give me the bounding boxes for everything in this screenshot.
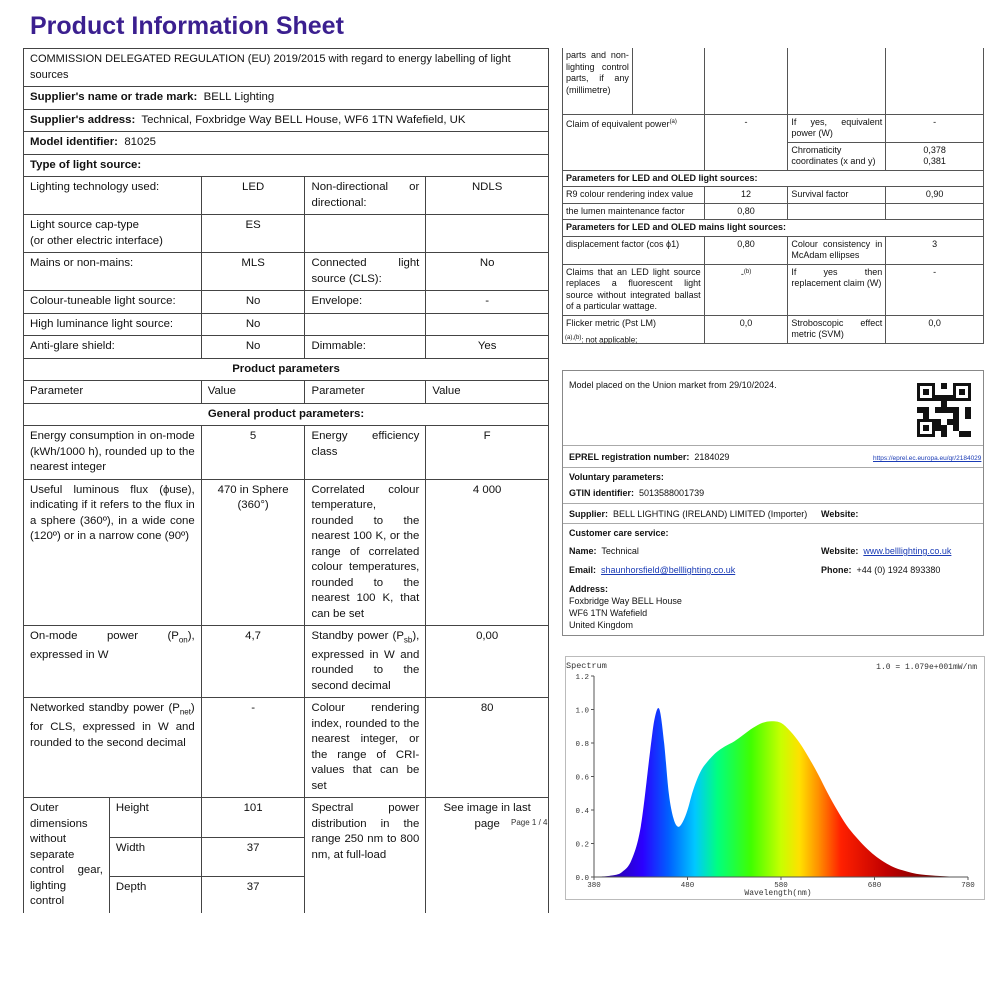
pnet-sub: net xyxy=(179,707,191,717)
eprel-link[interactable]: https://eprel.ec.europa.eu/qr/2184029 xyxy=(873,455,982,462)
supplier-name-label: Supplier's name or trade mark: xyxy=(30,91,198,103)
supplier-address-value: Technical, Foxbridge Way BELL House, WF6 1TN Wafefield, UK xyxy=(141,113,466,126)
equiv-claim-value: - xyxy=(704,114,788,170)
x-tick-label: 480 xyxy=(680,882,695,890)
gtin-label: GTIN identifier: xyxy=(569,488,634,498)
customer-care-heading: Customer care service: xyxy=(569,528,669,538)
led-params-table xyxy=(562,48,984,344)
hl-label: High luminance light source: xyxy=(24,313,202,336)
flux-value: 470 in Sphere (360°) xyxy=(201,479,305,626)
dimmable-label: Dimmable: xyxy=(305,336,426,359)
glare-value: No xyxy=(201,336,305,359)
page-number: Page 1 / 4 xyxy=(511,818,548,827)
cri-value: 80 xyxy=(426,698,549,798)
r9-label: R9 colour rendering index value xyxy=(563,187,705,204)
mains-value: MLS xyxy=(201,253,305,291)
chroma-x: 0,378 xyxy=(923,144,946,155)
divider-3 xyxy=(563,503,983,504)
strobo-value: 0,0 xyxy=(886,315,984,343)
tune-label: Colour-tuneable light source: xyxy=(24,291,202,314)
width-label: Width xyxy=(109,837,201,876)
pnet-value: - xyxy=(201,698,305,798)
x-axis-label: Wavelength(nm) xyxy=(744,889,812,898)
led-heading: Parameters for LED and OLED light sources: xyxy=(563,170,984,187)
y-tick-label: 1.2 xyxy=(575,674,589,682)
footnote-sup: (a),(b) xyxy=(565,335,582,341)
consistency-value: 3 xyxy=(886,236,984,264)
dimmable-value: Yes xyxy=(426,336,549,359)
psb-value: 0,00 xyxy=(426,626,549,698)
y-tick-label: 0.4 xyxy=(575,808,589,816)
cap-label-line2: (or other electric interface) xyxy=(30,234,163,247)
address-label: Address: xyxy=(569,584,609,594)
cap-empty-1 xyxy=(305,215,426,253)
pon-label-b: ), expressed in W xyxy=(30,630,195,661)
product-params-heading: Product parameters xyxy=(24,358,549,381)
care-website-row xyxy=(821,545,951,557)
col-header-value: Value xyxy=(201,381,305,404)
eprel-reg-value: 2184029 xyxy=(694,452,730,462)
col-header-value2: Value xyxy=(426,381,549,404)
model-value: 81025 xyxy=(124,136,156,148)
env-value: - xyxy=(426,291,549,314)
dir-label: Non-directional or directional: xyxy=(305,177,426,215)
y-tick-label: 0.2 xyxy=(575,841,589,850)
cap-empty-2 xyxy=(426,215,549,253)
strobo-label: Stroboscopic effect metric (SVM) xyxy=(788,315,886,343)
chroma-values xyxy=(886,142,984,170)
supplier-value: BELL LIGHTING (IRELAND) LIMITED (Importer) xyxy=(613,509,808,519)
psb-label xyxy=(305,626,426,698)
footnote-text: : not applicable; xyxy=(581,335,638,345)
tech-value: LED xyxy=(201,177,305,215)
voluntary-heading: Voluntary parameters: xyxy=(569,472,664,482)
hl-value: No xyxy=(201,313,305,336)
energy-value: 5 xyxy=(201,426,305,480)
care-phone-row xyxy=(821,564,940,576)
chart-scale-note: 1.0 = 1.079e+001mW/nm xyxy=(876,663,977,672)
pon-label xyxy=(24,626,202,698)
cap-label xyxy=(24,215,202,253)
cct-value: 4 000 xyxy=(426,479,549,626)
displacement-label: displacement factor (cos ϕ1) xyxy=(563,236,705,264)
y-tick-label: 0.8 xyxy=(575,741,589,749)
mains-led-heading: Parameters for LED and OLED mains light sources: xyxy=(563,220,984,237)
cap-value: ES xyxy=(201,215,305,253)
fluorescent-claim-dash: - xyxy=(740,268,744,279)
market-date: Model placed on the Union market from 29/10/2024. xyxy=(569,380,777,390)
spd-value: See image in last page xyxy=(426,798,549,913)
survival-label: Survival factor xyxy=(788,187,886,204)
cri-label: Colour rendering index, rounded to the nearest integer, or the range of CRI-values that can be set xyxy=(305,698,426,798)
gtin-value: 5013588001739 xyxy=(639,488,705,498)
supplier-address-row xyxy=(24,109,549,132)
psb-sub: sb xyxy=(403,635,413,645)
energy-label: Energy consumption in on-mode (kWh/1000 h), rounded up to the nearest integer xyxy=(24,426,202,480)
cap-label-line1: Light source cap-type xyxy=(30,219,139,231)
displacement-value: 0,80 xyxy=(704,236,788,264)
dir-value: NDLS xyxy=(426,177,549,215)
x-tick-label: 580 xyxy=(774,882,788,890)
tech-label: Lighting technology used: xyxy=(24,177,202,215)
env-label: Envelope: xyxy=(305,291,426,314)
equiv-claim-text: Claim of equivalent power xyxy=(566,118,670,129)
eclass-label: Energy efficiency class xyxy=(305,426,426,480)
cont-empty-4 xyxy=(886,48,984,114)
care-website-label: Website: xyxy=(821,546,859,556)
equiv-claim-label xyxy=(563,114,705,170)
glare-label: Anti-glare shield: xyxy=(24,336,202,359)
y-tick-label: 0.6 xyxy=(575,774,589,783)
eprel-box xyxy=(562,370,984,636)
page-title: Product Information Sheet xyxy=(30,12,344,40)
survival-value: 0,90 xyxy=(886,187,984,204)
regulation-text: COMMISSION DELEGATED REGULATION (EU) 2019/2015 with regard to energy labelling of light sources xyxy=(24,49,549,87)
lumen-empty-1 xyxy=(788,203,886,220)
hl-empty-1 xyxy=(305,313,426,336)
gtin-row xyxy=(569,487,977,499)
website-label: Website: xyxy=(821,509,859,519)
pon-value: 4,7 xyxy=(201,626,305,698)
supplier-label: Supplier: xyxy=(569,509,609,519)
general-heading: General product parameters: xyxy=(24,403,549,426)
tune-value: No xyxy=(201,291,305,314)
pon-label-a: On-mode power (P xyxy=(30,630,179,642)
supplier-name-row xyxy=(24,87,549,110)
address-line-3: United Kingdom xyxy=(569,620,634,630)
hl-empty-2 xyxy=(426,313,549,336)
chroma-y: 0,381 xyxy=(923,156,946,166)
product-info-table xyxy=(23,48,549,913)
equiv-power-label: If yes, equivalent power (W) xyxy=(788,114,886,142)
address-line-1: Foxbridge Way BELL House xyxy=(569,596,682,606)
outer-dim-label: Outer dimensions without separate control gear, lighting control xyxy=(24,798,110,913)
spectrum-chart xyxy=(565,656,985,900)
width-value: 37 xyxy=(201,837,305,876)
depth-label: Depth xyxy=(109,876,201,913)
care-phone-label: Phone: xyxy=(821,565,852,575)
equiv-claim-sup: (a) xyxy=(669,118,677,125)
pnet-label-b: ) for CLS, expressed in W and rounded to the second decimal xyxy=(30,702,195,749)
pnet-label xyxy=(24,698,202,798)
chart-title: Spectrum xyxy=(566,661,607,671)
divider-1 xyxy=(563,445,983,446)
consistency-label: Colour consistency in McAdam ellipses xyxy=(788,236,886,264)
y-tick-label: 0.0 xyxy=(575,875,589,883)
care-name-value: Technical xyxy=(601,546,639,556)
flicker-label: Flicker metric (Pst LM) xyxy=(563,315,705,343)
type-heading: Type of light source: xyxy=(24,154,549,177)
cont-empty-2 xyxy=(704,48,788,114)
supplier-row xyxy=(569,508,977,520)
x-tick-label: 380 xyxy=(587,882,601,890)
cls-label: Connected light source (CLS): xyxy=(305,253,426,291)
cont-empty-1 xyxy=(632,48,704,114)
spectrum-svg xyxy=(566,657,984,899)
dimensions-cont-label: parts and non-lighting control parts, if any (millimetre) xyxy=(563,48,633,114)
divider-4 xyxy=(563,523,983,524)
address-line-2: WF6 1TN Wafefield xyxy=(569,608,648,618)
replacement-label: If yes then replacement claim (W) xyxy=(788,264,886,315)
r9-value: 12 xyxy=(704,187,788,204)
supplier-address-label: Supplier's address: xyxy=(30,113,136,126)
lumen-empty-2 xyxy=(886,203,984,220)
cls-value: No xyxy=(426,253,549,291)
fluorescent-claim-value xyxy=(704,264,788,315)
model-row xyxy=(24,132,549,155)
equiv-power-value: - xyxy=(886,114,984,142)
height-label: Height xyxy=(109,798,201,837)
care-email-link[interactable]: shaunhorsfield@belllighting.co.uk xyxy=(601,565,736,575)
spd-label: Spectral power distribution in the range 250 nm to 800 nm, at full-load xyxy=(305,798,426,913)
pon-sub: on xyxy=(178,635,188,645)
height-value: 101 xyxy=(201,798,305,837)
divider-2 xyxy=(563,467,983,468)
cct-label: Correlated colour temperature, rounded to the nearest 100 K, or the range of correlated colour temperatures, rounded to the nearest 100 K, that can be set xyxy=(305,479,426,626)
depth-value: 37 xyxy=(201,876,305,913)
fluorescent-claim-sup: (b) xyxy=(743,268,752,275)
x-tick-label: 680 xyxy=(867,882,882,890)
qr-code-icon xyxy=(917,383,971,437)
care-email-label: Email: xyxy=(569,565,597,575)
y-tick-label: 1.0 xyxy=(575,707,589,716)
cont-empty-3 xyxy=(788,48,886,114)
fluorescent-claim-label: Claims that an LED light source replaces a fluorescent light source without integrated ballast of a particular wattage. xyxy=(563,264,705,315)
col-header-param2: Parameter xyxy=(305,381,426,404)
x-tick-label: 780 xyxy=(961,882,975,890)
lumen-value: 0,80 xyxy=(704,203,788,220)
replacement-value: - xyxy=(886,264,984,315)
care-name-label: Name: xyxy=(569,546,597,556)
psb-label-a: Standby power (P xyxy=(311,630,404,642)
lumen-label: the lumen maintenance factor xyxy=(563,203,705,220)
model-label: Model identifier: xyxy=(30,136,118,148)
col-header-param: Parameter xyxy=(24,381,202,404)
psb-label-b: ), expressed in W and rounded to the second decimal xyxy=(311,630,420,692)
care-website-link[interactable]: www.belllighting.co.uk xyxy=(863,546,952,556)
flicker-value: 0,0 xyxy=(704,315,788,343)
footnote xyxy=(565,335,637,345)
eclass-value: F xyxy=(426,426,549,480)
pnet-label-a: Networked standby power (P xyxy=(30,702,180,715)
mains-label: Mains or non-mains: xyxy=(24,253,202,291)
eprel-reg-label: EPREL registration number: xyxy=(569,452,690,462)
flux-label: Useful luminous flux (ϕuse), indicating if it refers to the flux in a sphere (360º), in a wide cone (120º) or in a narrow cone (90º) xyxy=(24,479,202,626)
supplier-name-value: BELL Lighting xyxy=(203,91,275,103)
spectrum-area xyxy=(594,708,968,877)
care-phone-value: +44 (0) 1924 893380 xyxy=(856,565,941,575)
chroma-label: Chromaticity coordinates (x and y) xyxy=(788,142,886,170)
